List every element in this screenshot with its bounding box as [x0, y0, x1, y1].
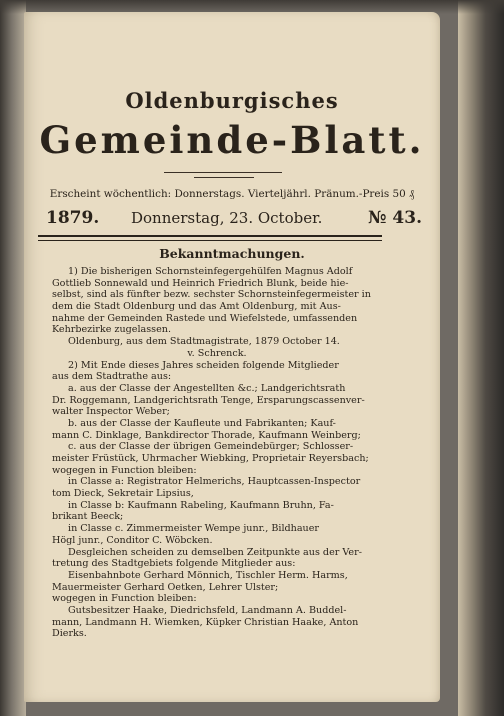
- text-line: in Classe c. Zimmermeister Wempe junr., Bildhauer: [68, 523, 320, 535]
- text-line: Desgleichen scheiden zu demselben Zeitpunkte aus der Ver-: [68, 546, 362, 558]
- text-line: b. aus der Classe der Kaufleute und Fabrikanten; Kauf-: [68, 417, 336, 429]
- masthead-title: Gemeinde-Blatt.: [39, 118, 425, 162]
- section-title: Bekanntmachungen.: [159, 246, 305, 261]
- issue-year: 1879.: [46, 208, 100, 228]
- text-line: 1) Die bisherigen Schornsteinfegergehülfen Magnus Adolf: [68, 266, 353, 277]
- text-line: Eisenbahnbote Gerhard Mönnich, Tischler Herm. Harms,: [68, 569, 348, 581]
- header-rule-thin: [38, 240, 382, 241]
- text-line: walter Inspector Weber;: [52, 406, 170, 418]
- text-line: tom Dieck, Sekretair Lipsius,: [52, 488, 194, 500]
- text-line: v. Schrenck.: [187, 347, 247, 359]
- text-line: aus dem Stadtrathe aus:: [52, 371, 172, 383]
- text-line: dem die Stadt Oldenburg und das Amt Oldenburg, mit Aus-: [52, 301, 341, 313]
- stacked-page-edges: [458, 0, 504, 716]
- newspaper-page: [24, 12, 440, 702]
- text-line: c. aus der Classe der übrigen Gemeindebürger; Schlosser-: [68, 441, 354, 453]
- ornament-rule-short: [194, 177, 254, 178]
- text-line: tretung des Stadtgebiets folgende Mitglieder aus:: [52, 558, 296, 570]
- text-line: mann C. Dinklage, Bankdirector Thorade, Kaufmann Weinberg;: [52, 429, 361, 441]
- text-line: brikant Beeck;: [52, 511, 124, 523]
- text-line: mann, Landmann H. Wiemken, Küpker Christian Haake, Anton: [52, 616, 359, 628]
- text-line: Högl junr., Conditor C. Wöbcken.: [52, 534, 213, 546]
- text-line: meister Früstück, Uhrmacher Wiebking, Proprietair Reyersbach;: [52, 453, 369, 464]
- text-line: wogegen in Function bleiben:: [52, 593, 197, 605]
- text-line: Dierks.: [52, 628, 87, 640]
- masthead-subtitle: Oldenburgisches: [125, 88, 339, 113]
- text-line: wogegen in Function bleiben:: [52, 464, 197, 476]
- text-line: Gutsbesitzer Haake, Diedrichsfeld, Landmann A. Buddel-: [68, 604, 347, 616]
- text-line: selbst, sind als fünfter bezw. sechster Schornsteinfegermeister in: [52, 289, 371, 301]
- text-line: in Classe a: Registrator Helmerichs, Hauptcassen-Inspector: [68, 476, 361, 488]
- text-line: Gottlieb Sonnewald und Heinrich Friedrich Blunk, beide hie-: [52, 277, 349, 289]
- text-line: Dr. Roggemann, Landgerichtsrath Tenge, Ersparungscassenver-: [52, 394, 365, 406]
- header-rule-thick: [38, 235, 382, 237]
- book-spine-edge: [0, 0, 26, 716]
- dateline: [36, 208, 428, 232]
- text-line: 2) Mit Ende dieses Jahres scheiden folgende Mitglieder: [68, 359, 339, 371]
- article-body: [52, 266, 382, 640]
- text-line: Kehrbezirke zugelassen.: [52, 324, 172, 336]
- text-line: in Classe b: Kaufmann Rabeling, Kaufmann Bruhn, Fa-: [68, 499, 334, 511]
- text-line: Mauermeister Gerhard Oetken, Lehrer Ulster;: [52, 581, 279, 593]
- text-line: nahme der Gemeinden Rastede und Wiefelstede, umfassenden: [52, 312, 358, 324]
- publication-info: Erscheint wöchentlich: Donnerstags. Vierteljährl. Pränum.-Preis 50 ₰: [49, 188, 415, 200]
- issue-number: № 43.: [368, 208, 422, 228]
- ornament-rule: [164, 172, 282, 173]
- text-line: Oldenburg, aus dem Stadtmagistrate, 1879 October 14.: [68, 336, 340, 348]
- issue-date: Donnerstag, 23. October.: [131, 209, 323, 227]
- text-line: a. aus der Classe der Angestellten &c.; Landgerichtsrath: [68, 382, 346, 394]
